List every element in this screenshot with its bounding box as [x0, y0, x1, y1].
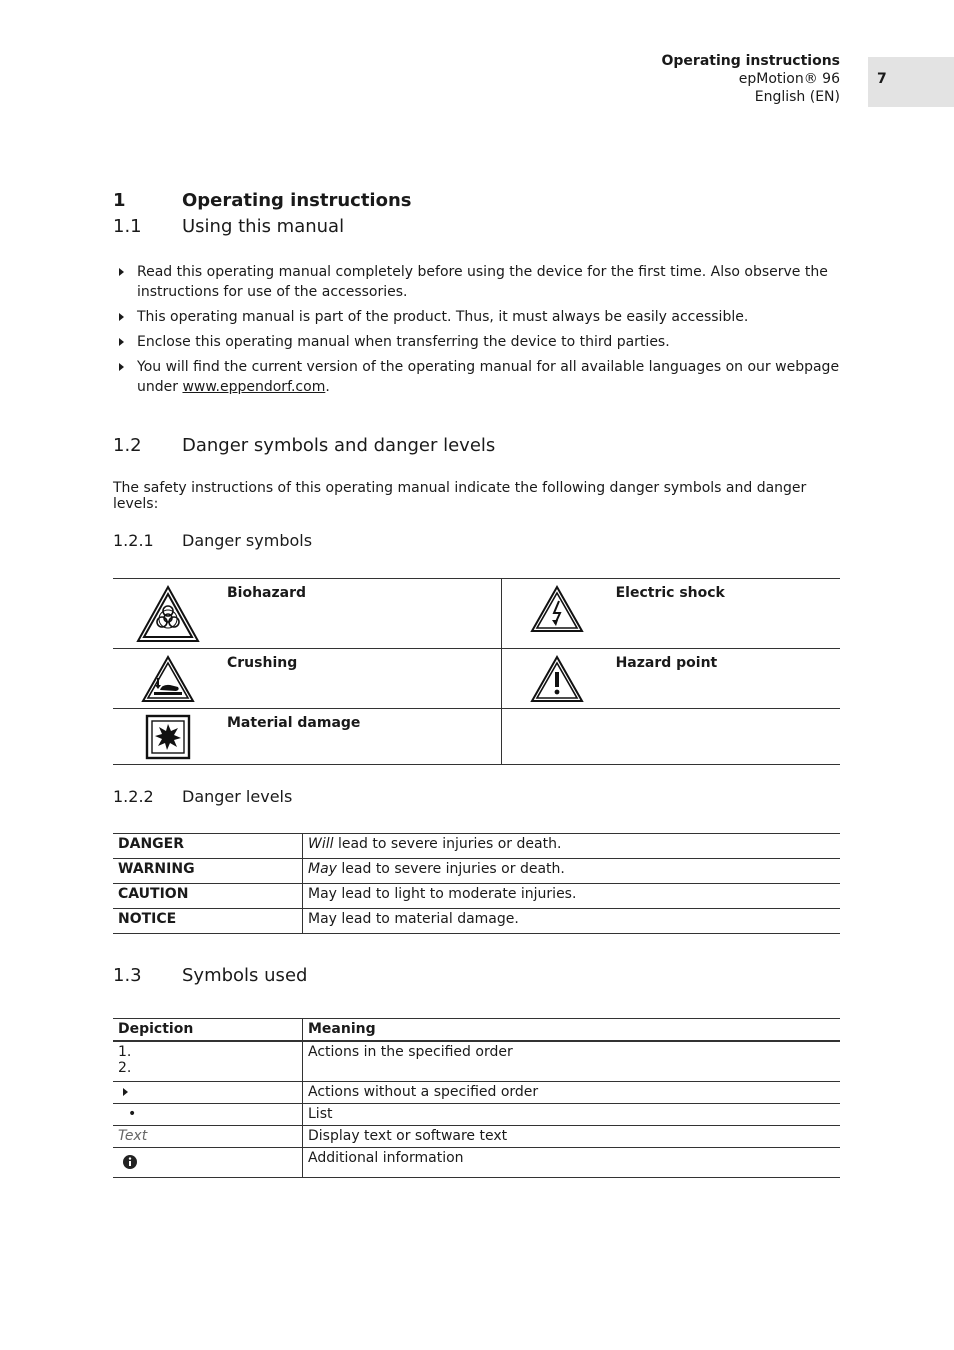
table-row: [113, 709, 840, 765]
level-key: NOTICE: [113, 909, 303, 934]
table-row: [113, 1147, 840, 1177]
list-item: You will find the current version of the operating manual for all available languages on our webpage under www.eppendorf.com.: [113, 357, 840, 397]
symbol-cell: [501, 649, 612, 709]
hazard-point-icon: [529, 654, 585, 704]
section-1-2-1-heading: [113, 531, 312, 550]
list-item: Enclose this operating manual when transferring the device to third parties.: [113, 332, 840, 352]
arrow-right-icon: [123, 1088, 128, 1096]
danger-intro-text: The safety instructions of this operating manual indicate the following danger symbols and danger levels:: [113, 480, 807, 512]
table-row: [113, 859, 840, 884]
depiction-cell: [113, 1147, 303, 1177]
danger-symbols-table: [113, 578, 840, 765]
symbol-cell: [501, 579, 612, 649]
section-title: Symbols used: [182, 965, 308, 986]
table-row: [113, 1125, 840, 1147]
table-row: [113, 834, 840, 859]
list-item: Read this operating manual completely before using the device for the first time. Also observe the instructions for use of the accessories.: [113, 262, 840, 302]
symbol-cell: [113, 579, 223, 649]
table-row: [113, 909, 840, 934]
depiction-cell: 1. 2.: [113, 1041, 303, 1081]
section-number: 1.1: [113, 216, 142, 237]
danger-levels-table: [113, 833, 840, 934]
symbol-cell: [113, 649, 223, 709]
level-description: Will lead to severe injuries or death.: [303, 834, 841, 859]
page-number: 7: [877, 71, 887, 87]
section-1-1-heading: [113, 216, 344, 237]
symbols-used-table: [113, 1018, 840, 1178]
meaning-cell: Display text or software text: [303, 1125, 841, 1147]
section-title: Danger symbols and danger levels: [182, 435, 496, 456]
info-icon: [122, 1154, 138, 1170]
arrow-right-icon: [119, 268, 124, 276]
level-key: DANGER: [113, 834, 303, 859]
header-product: epMotion® 96: [738, 71, 840, 87]
section-title: Operating instructions: [182, 190, 412, 211]
running-header: [662, 52, 841, 106]
arrow-right-icon: [119, 313, 124, 321]
depiction-cell: Text: [113, 1125, 303, 1147]
symbol-label: Crushing: [223, 649, 501, 709]
symbol-label: Biohazard: [223, 579, 501, 649]
table-row: [113, 579, 840, 649]
section-1-2-heading: [113, 435, 495, 456]
biohazard-icon: [135, 584, 201, 644]
header-title: Operating instructions: [661, 53, 840, 69]
meaning-cell: Additional information: [303, 1147, 841, 1177]
level-description: May lead to severe injuries or death.: [303, 859, 841, 884]
table-row: [113, 1081, 840, 1103]
depiction-cell: [113, 1103, 303, 1125]
meaning-cell: List: [303, 1103, 841, 1125]
table-row: [113, 1103, 840, 1125]
list-item: This operating manual is part of the product. Thus, it must always be easily accessible.: [113, 307, 840, 327]
section-title: Using this manual: [182, 216, 345, 237]
bullet-dot: •: [128, 1105, 137, 1122]
level-description: May lead to material damage.: [303, 909, 841, 934]
eppendorf-link[interactable]: www.eppendorf.com: [182, 379, 326, 395]
level-key: WARNING: [113, 859, 303, 884]
column-header-meaning: Meaning: [303, 1019, 841, 1042]
arrow-right-icon: [119, 363, 124, 371]
table-row: [113, 649, 840, 709]
section-title: Danger levels: [182, 787, 293, 806]
symbol-label: Hazard point: [612, 649, 840, 709]
crushing-icon: [140, 654, 196, 704]
column-header-depiction: Depiction: [113, 1019, 303, 1042]
section-title: Danger symbols: [182, 531, 313, 550]
electric-shock-icon: [529, 584, 585, 634]
table-header-row: [113, 1019, 840, 1042]
level-key: CAUTION: [113, 884, 303, 909]
section-1-2-2-heading: [113, 787, 292, 806]
arrow-right-icon: [119, 338, 124, 346]
section-number: 1.2: [113, 435, 142, 456]
table-row: [113, 1041, 840, 1081]
section-number: 1.3: [113, 965, 142, 986]
page-number-tab: [868, 57, 954, 107]
section-1-3-heading: [113, 965, 307, 986]
meaning-cell: Actions in the specified order: [303, 1041, 841, 1081]
level-description: May lead to light to moderate injuries.: [303, 884, 841, 909]
depiction-cell: [113, 1081, 303, 1103]
material-damage-icon: [145, 714, 191, 760]
section-number: 1.2.2: [113, 787, 154, 806]
empty-cell: [501, 709, 840, 765]
symbol-label: Electric shock: [612, 579, 840, 649]
header-language: English (EN): [754, 89, 840, 105]
symbol-cell: [113, 709, 223, 765]
table-row: [113, 884, 840, 909]
meaning-cell: Actions without a specified order: [303, 1081, 841, 1103]
section-number: 1.2.1: [113, 531, 154, 550]
symbol-label: Material damage: [223, 709, 501, 765]
section-number: 1: [113, 190, 126, 211]
usage-bullet-list: [113, 262, 840, 402]
section-1-heading: [113, 190, 412, 211]
